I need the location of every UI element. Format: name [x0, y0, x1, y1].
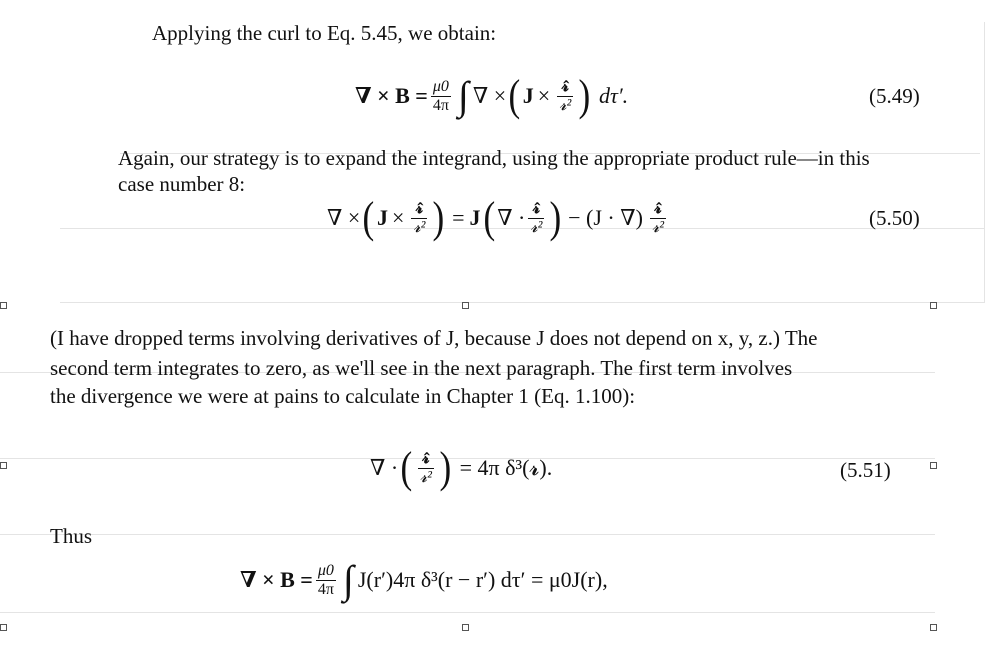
- equals-sign: =: [452, 205, 465, 230]
- eq-rhs: = 4π δ³(𝓻).: [459, 455, 553, 480]
- frac-numerator: 𝓻̂: [415, 199, 424, 217]
- unit-vector-fraction: [411, 200, 427, 237]
- frac-denominator: 𝓻²: [559, 96, 572, 114]
- paragraph-line1: (I have dropped terms involving derivatives of J, because J does not depend on x, y, z.) The: [50, 326, 818, 350]
- curl-operator: ∇ ×: [327, 205, 361, 230]
- unit-vector-fraction: [557, 78, 573, 115]
- cross-symbol: ×: [391, 205, 405, 230]
- frac-denominator: 𝓻²: [530, 218, 543, 236]
- strategy-text-line2: case number 8:: [118, 172, 246, 196]
- frac-numerator: 𝓻̂: [532, 199, 541, 217]
- resize-handle[interactable]: [930, 302, 937, 309]
- guide-line: [0, 534, 935, 535]
- left-paren: (: [482, 193, 495, 242]
- equation-5-50: [327, 192, 669, 244]
- frac-numerator: μ0: [317, 561, 334, 579]
- resize-handle[interactable]: [462, 624, 469, 631]
- eq-lhs: ∇ × B =: [355, 83, 428, 108]
- frac-denominator: 4π: [317, 580, 334, 598]
- frame-bottom-border: [60, 302, 985, 303]
- equation-number: (5.50): [869, 206, 920, 230]
- paragraph-line3: the divergence we were at pains to calculate in Chapter 1 (Eq. 1.100):: [50, 384, 636, 408]
- frac-denominator: 𝓻²: [413, 218, 426, 236]
- resize-handle[interactable]: [462, 302, 469, 309]
- equation-5-51: [370, 440, 552, 496]
- left-paren: (: [362, 193, 375, 242]
- right-paren: ): [578, 71, 591, 120]
- coefficient-fraction: [316, 562, 336, 599]
- unit-vector-fraction: [650, 200, 666, 237]
- right-paren: ): [432, 193, 445, 242]
- resize-handle[interactable]: [0, 462, 7, 469]
- paragraph-line2: second term integrates to zero, as we'll see in the next paragraph. The first term involves: [50, 356, 793, 380]
- unit-vector-fraction: [418, 450, 434, 487]
- resize-handle[interactable]: [0, 302, 7, 309]
- intro-text: Applying the curl to Eq. 5.45, we obtain:: [152, 21, 497, 45]
- final-equation: [240, 552, 608, 608]
- frac-numerator: 𝓻̂: [654, 199, 662, 217]
- coefficient-fraction: [431, 78, 451, 115]
- divergence-operator: ∇ ·: [497, 205, 526, 230]
- equation-number: (5.51): [840, 458, 891, 482]
- current-density: J: [522, 83, 534, 108]
- right-paren: ): [439, 443, 452, 492]
- curl-operator: ∇ ×: [472, 83, 507, 108]
- frac-denominator: 𝓻²: [651, 218, 665, 236]
- eq-lhs: ∇ × B =: [240, 567, 313, 592]
- thus-text: Thus: [50, 524, 92, 548]
- integral-sign: ∫: [457, 73, 469, 118]
- frame-right-border: [984, 22, 985, 302]
- cross-symbol: ×: [537, 83, 551, 108]
- frac-numerator: 𝓻̂: [561, 77, 569, 95]
- current-density: J: [469, 205, 481, 230]
- strategy-text-line1: Again, our strategy is to expand the integrand, using the appropriate product rule—in this: [118, 146, 870, 170]
- current-density: J: [376, 205, 388, 230]
- differential: dτ′.: [598, 83, 629, 108]
- frac-numerator: 𝓻̂: [422, 449, 430, 467]
- frac-numerator: μ0: [432, 77, 449, 95]
- frac-denominator: 4π: [432, 96, 449, 114]
- resize-handle[interactable]: [0, 624, 7, 631]
- left-paren: (: [400, 443, 413, 492]
- right-paren: ): [549, 193, 562, 242]
- left-paren: (: [508, 71, 521, 120]
- eq-body: J(r′)4π δ³(r − r′) dτ′ = μ0J(r),: [357, 567, 608, 592]
- divergence-operator: ∇ ·: [370, 455, 399, 480]
- equation-5-49: [355, 68, 628, 124]
- frac-denominator: 𝓻²: [419, 468, 432, 486]
- unit-vector-fraction: [528, 200, 544, 237]
- minus-term: − (J · ∇): [568, 205, 643, 230]
- guide-line: [0, 612, 935, 613]
- equation-number: (5.49): [869, 84, 920, 108]
- integral-sign: ∫: [342, 557, 354, 602]
- resize-handle[interactable]: [930, 624, 937, 631]
- resize-handle[interactable]: [930, 462, 937, 469]
